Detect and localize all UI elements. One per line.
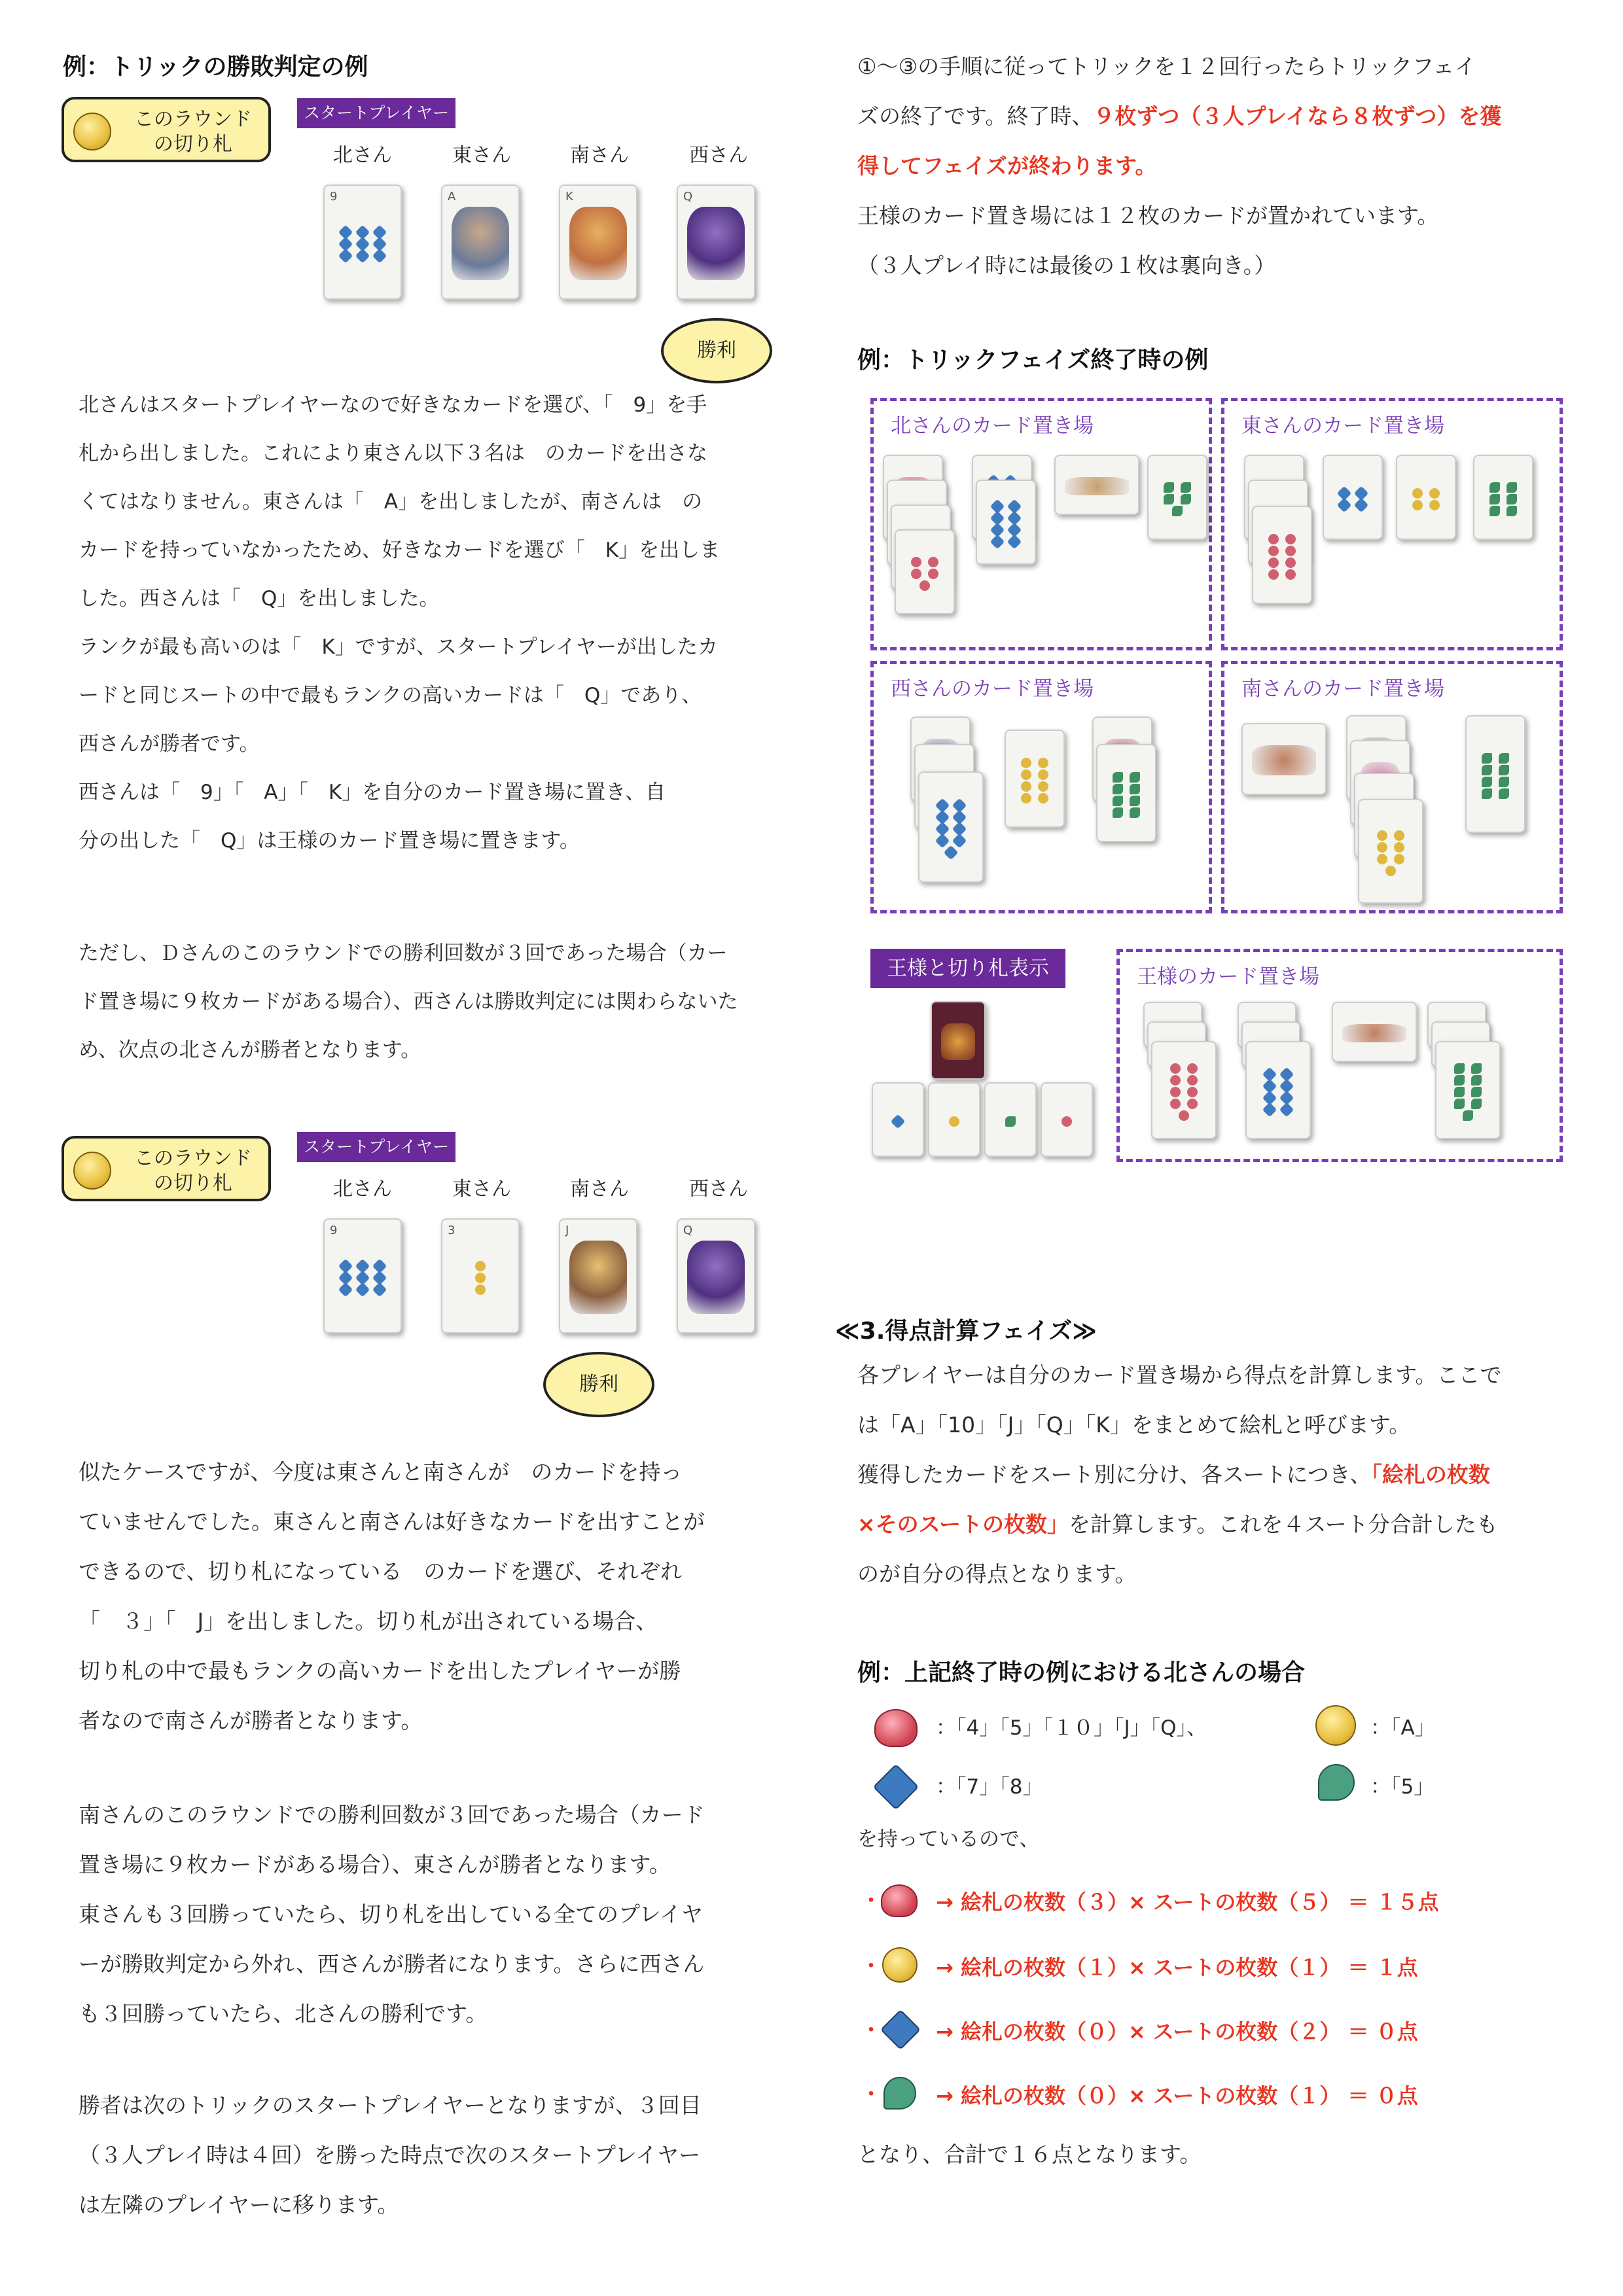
west-card-area: 西さんのカード置き場 xyxy=(870,661,1212,913)
calc-star: → 絵札の枚数（０）× スートの枚数（２） ＝ ０点 xyxy=(936,2019,1418,2044)
coin-suit-icon xyxy=(1315,1705,1356,1746)
drop-suit-icon xyxy=(883,2077,916,2110)
start-player-tag: スタートプレイヤー xyxy=(297,98,455,128)
heart-suit-icon xyxy=(874,1709,918,1747)
calc-coin: → 絵札の枚数（１）× スートの枚数（１） ＝ １点 xyxy=(936,1955,1418,1980)
stacked-card xyxy=(1435,1041,1501,1139)
stacked-card xyxy=(918,771,984,883)
player-name-north: 北さん xyxy=(333,144,392,167)
example1-body: 北さんはスタートプレイヤーなので好きなカードを選び、「 9」を手 札から出しました。これにより東さん以下３名は のカードを出さな くてはなりません。東さんは「 A」を出しましたが、南さんは の カードを持っていなかったため、好きなカードを選び「 K」を出しま した。西さんは「 Q」を出しました。 ランクが最も高いのは「 K」ですが、スタートプレイヤーが出したカ ードと同じスートの中で最もランクの高いカードは「 Q」であり、 西さんが勝者です。 西さんは「 9」「 A」「 K」を自分のカード置き場に置き、自 分の出した「 Q」は王様のカード置き場に置きます。 xyxy=(79,393,721,853)
player-name-south: 南さん xyxy=(570,1178,629,1201)
east-card-area: 東さんのカード置き場 xyxy=(1221,398,1563,650)
bullet-dot: ・ xyxy=(861,1890,881,1913)
star-holding: ：「7」「8」 xyxy=(936,1775,1043,1799)
calc-heart: → 絵札の枚数（３）× スートの枚数（５） ＝ １５点 xyxy=(936,1890,1439,1915)
coin-suit-icon xyxy=(73,113,111,150)
stacked-card xyxy=(1465,715,1525,833)
heart-holding: ：「4」「5」「１０」「J」「Q」、 xyxy=(936,1716,1207,1740)
trick-phase-end-intro: ①～③の手順に従ってトリックを１２回行ったらトリックフェイ ズの終了です。終了時、９枚ずつ（３人プレイなら８枚ずつ）を獲 得してフェイズが終わります。 王様のカード置き場には１２枚のカードが置かれています。 （３人プレイ時には最後の１枚は裏向き。） xyxy=(857,54,1502,278)
stacked-card xyxy=(1473,455,1533,540)
king-card-area: 王様のカード置き場 xyxy=(1116,949,1563,1162)
drop-holding: ：「5」 xyxy=(1370,1775,1435,1799)
coin-suit-icon xyxy=(882,1947,918,1983)
player-name-east: 東さん xyxy=(452,1178,511,1201)
player-name-south: 南さん xyxy=(570,144,629,167)
trump-label-line2: の切り札 xyxy=(154,133,232,156)
trump-display-card xyxy=(1041,1082,1093,1157)
north-card-area: 北さんのカード置き場 xyxy=(870,398,1212,650)
bullet-dot: ・ xyxy=(861,1955,881,1978)
example2-para2: 南さんのこのラウンドでの勝利回数が３回であった場合（カード 置き場に９枚カードがある場合）、東さんが勝者となります。 東さんも３回勝っていたら、切り札を出している全てのプレイヤ ーが勝敗判定から外れ、西さんが勝者になります。さらに西さん も３回勝っていたら、北さんの勝利です。 xyxy=(79,1802,705,2026)
card-north-blue-9: 9 xyxy=(323,185,402,300)
stacked-card xyxy=(1096,744,1156,842)
stacked-card xyxy=(1252,506,1312,604)
score-phase-body: 各プレイヤーは自分のカード置き場から得点を計算します。ここで は「A」「10」「J」「Q」「K」をまとめて絵札と呼びます。 獲得したカードをスート別に分け、各スートにつき、「絵札の枚数 ×そのスートの枚数」を計算します。これを４スート分合計したも のが自分の得点となります。 xyxy=(857,1362,1502,1587)
coin-holding: ：「A」 xyxy=(1370,1716,1435,1740)
card-south-green-k: K xyxy=(559,185,637,300)
player-name-north: 北さん xyxy=(333,1178,392,1201)
start-player-tag: スタートプレイヤー xyxy=(297,1132,455,1162)
trump-indicator-1 xyxy=(62,97,271,162)
trump-display-card xyxy=(928,1082,980,1157)
card-north-blue-9: 9 xyxy=(323,1218,402,1333)
trick-example-heading: 例：トリックの勝敗判定の例 xyxy=(63,54,368,80)
stacked-card xyxy=(1245,1041,1311,1139)
drop-suit-icon xyxy=(1318,1764,1355,1801)
example1-note: ただし、Ｄさんのこのラウンドでの勝利回数が３回であった場合（カー ド置き場に９枚カードがある場合）、西さんは勝敗判定には関わらないた め、次点の北さんが勝者となります。 xyxy=(79,942,738,1062)
player-name-east: 東さん xyxy=(452,144,511,167)
star-suit-icon xyxy=(880,2009,921,2050)
intro-emphasis: ９枚ずつ（３人プレイなら８枚ずつ）を獲 xyxy=(1093,103,1502,129)
trick-end-heading: 例：トリックフェイズ終了時の例 xyxy=(857,347,1209,374)
winner-badge-1: 勝利 xyxy=(661,318,772,383)
holding-summary: を持っているので、 xyxy=(857,1828,1040,1851)
stacked-card xyxy=(1241,723,1327,795)
card-west-blue-q: Q xyxy=(677,185,755,300)
calc-drop: → 絵札の枚数（０）× スートの枚数（１） ＝ ０点 xyxy=(936,2083,1418,2108)
stacked-card xyxy=(1332,1002,1417,1062)
winner-badge-2: 勝利 xyxy=(543,1352,654,1417)
south-card-area: 南さんのカード置き場 xyxy=(1221,661,1563,913)
stacked-card xyxy=(895,529,955,614)
stacked-card xyxy=(1396,455,1456,540)
north-example-heading: 例：上記終了時の例における北さんの場合 xyxy=(857,1659,1306,1686)
heart-suit-icon xyxy=(881,1884,918,1917)
bullet-dot: ・ xyxy=(861,2019,881,2042)
example2-para3: 勝者は次のトリックのスタートプレイヤーとなりますが、３回目 （３人プレイ時は４回）を勝った時点で次のスタートプレイヤー は左隣のプレイヤーに移ります。 xyxy=(79,2093,702,2217)
stacked-card xyxy=(1358,799,1423,904)
stacked-card xyxy=(1147,455,1207,540)
king-trump-tag: 王様と切り札表示 xyxy=(870,949,1065,988)
example2-body: 似たケースですが、今度は東さんと南さんが のカードを持っ ていませんでした。東さんと南さんは好きなカードを出すことが できるので、切り札になっている のカードを選び、それぞれ 「 ３」「 J」を出しました。切り札が出されている場合、 切り札の中で最もランクの高いカードを出したプレイヤーが勝 者なので南さんが勝者となります。 xyxy=(79,1459,705,1733)
total-score: となり、合計で１６点となります。 xyxy=(857,2142,1202,2167)
card-west-blue-q: Q xyxy=(677,1218,755,1333)
trump-display-card xyxy=(872,1082,924,1157)
stacked-card xyxy=(1054,455,1139,515)
card-east-blue-a: A xyxy=(441,185,520,300)
stacked-card xyxy=(976,480,1036,565)
card-east-coin-3: 3 xyxy=(441,1218,520,1333)
bullet-dot: ・ xyxy=(861,2083,881,2106)
trump-label-line1: このラウンド xyxy=(134,108,252,131)
trump-display-card xyxy=(984,1082,1037,1157)
stacked-card xyxy=(1323,455,1383,540)
player-name-west: 西さん xyxy=(689,1178,748,1201)
stacked-card xyxy=(1005,730,1065,828)
card-south-coin-j: J xyxy=(559,1218,637,1333)
player-name-west: 西さん xyxy=(689,144,748,167)
coin-suit-icon xyxy=(73,1152,111,1190)
king-card xyxy=(931,1001,986,1080)
stacked-card xyxy=(1151,1041,1217,1139)
trump-indicator-2: このラウンド の切り札 xyxy=(62,1136,271,1201)
score-phase-heading: ≪3.得点計算フェイズ≫ xyxy=(835,1318,1097,1345)
star-suit-icon xyxy=(873,1764,919,1810)
